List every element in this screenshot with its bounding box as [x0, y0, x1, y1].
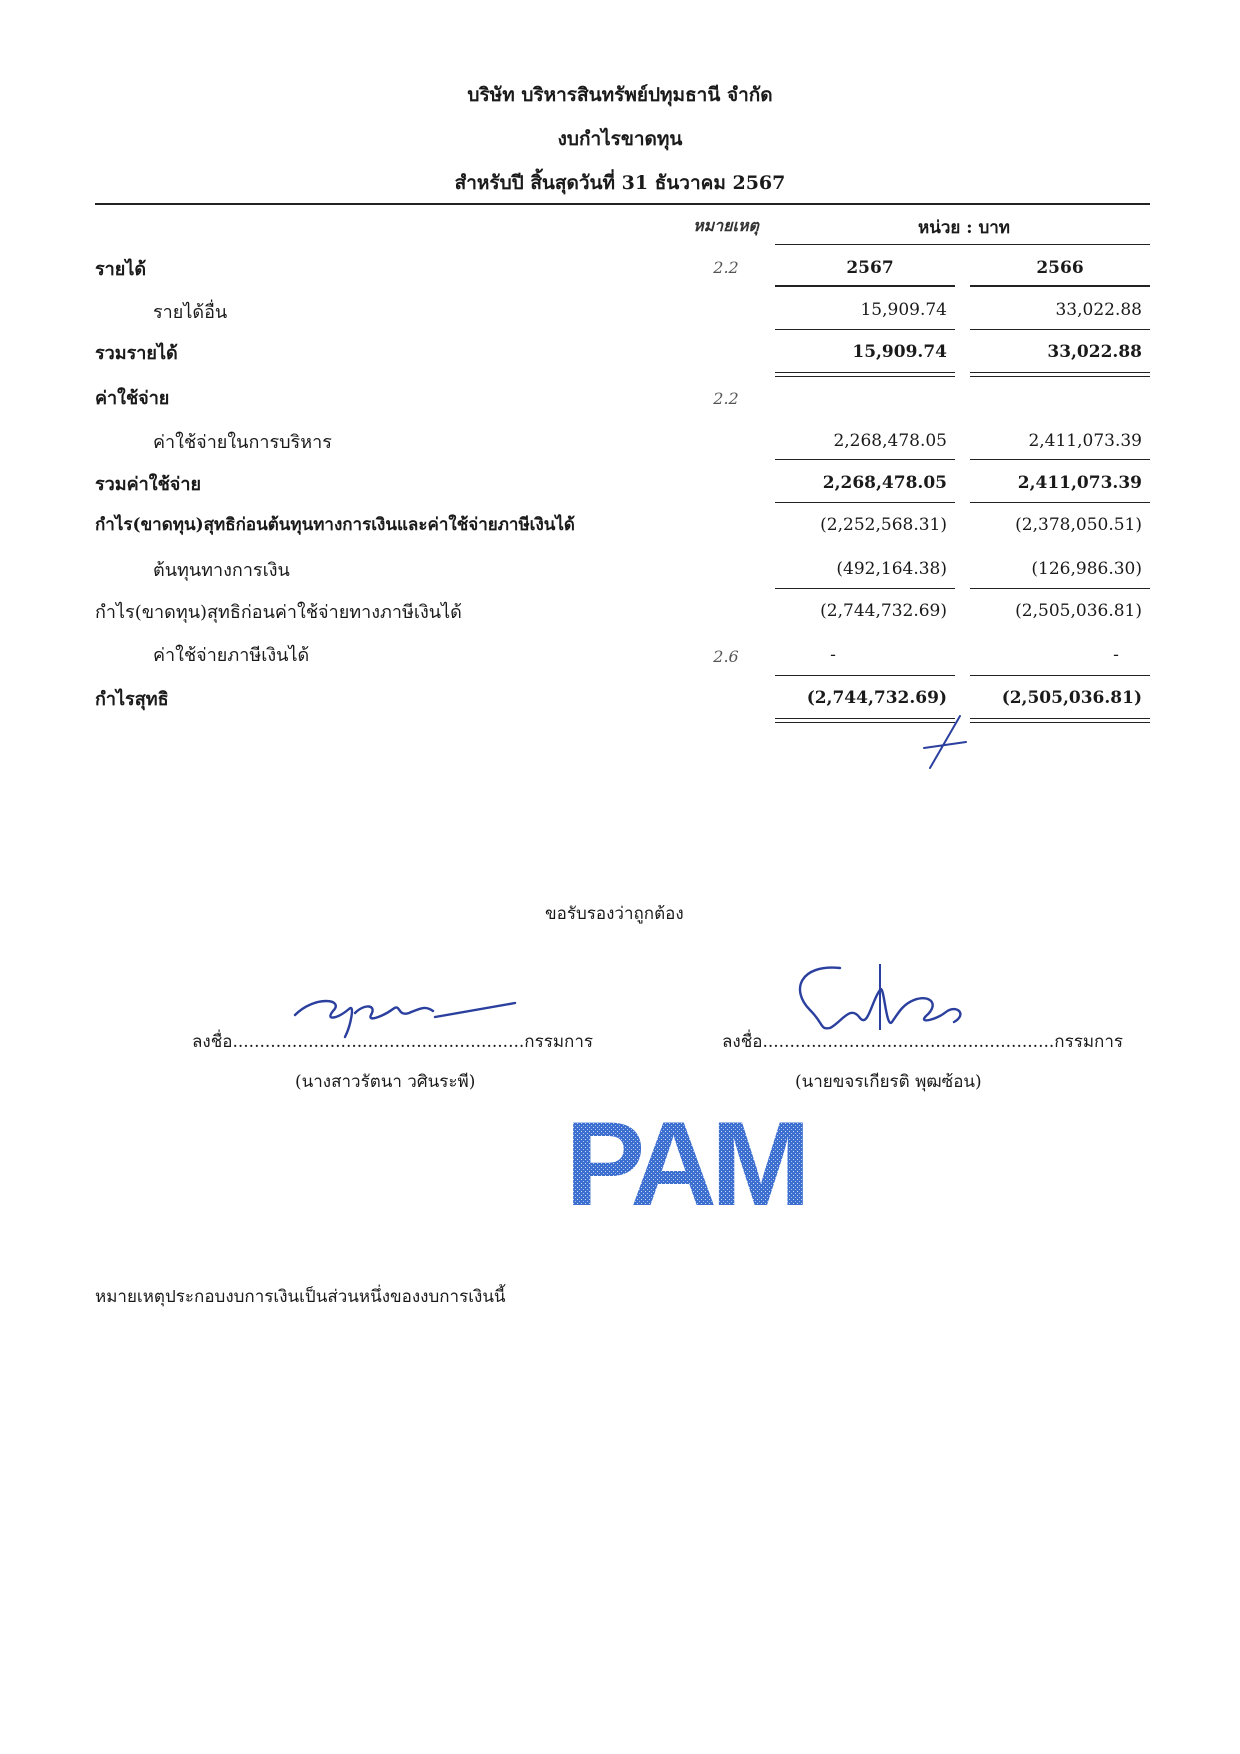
row-finance-cost-label: ต้นทุนทางการเงิน	[153, 560, 290, 581]
row-pretax-2567: (2,744,732.69)	[820, 601, 947, 621]
row-total-revenue-2566: 33,022.88	[1047, 342, 1142, 362]
rule	[775, 675, 955, 676]
row-pretax-label: กำไร(ขาดทุน)สุทธิก่อนค่าใช้จ่ายทางภาษีเงินได้	[95, 602, 462, 623]
check-mark-icon	[920, 712, 970, 772]
row-tax-2567: -	[830, 645, 836, 665]
double-rule	[775, 372, 955, 377]
year-rule-2567	[775, 285, 955, 287]
double-rule	[970, 718, 1150, 723]
right-signatory-name: (นายขจรเกียรติ พุฒซ้อน)	[795, 1072, 982, 1092]
row-other-income-label: รายได้อื่น	[153, 302, 228, 323]
rule	[970, 459, 1150, 460]
left-signature-icon	[285, 985, 525, 1045]
rule	[970, 675, 1150, 676]
row-net-profit-label: กำไรสุทธิ	[95, 689, 169, 710]
sign-role: กรรมการ	[524, 1032, 594, 1052]
unit-label: หน่วย : บาท	[918, 218, 1010, 238]
row-total-revenue-label: รวมรายได้	[95, 343, 178, 364]
note-column-header: หมายเหตุ	[693, 216, 759, 235]
right-signature-icon	[780, 960, 980, 1050]
row-finance-cost-2566: (126,986.30)	[1031, 559, 1142, 579]
row-ebit-label: กำไร(ขาดทุน)สุทธิก่อนต้นทุนทางการเงินและค่าใช้จ่ายภาษีเงินได้	[95, 515, 575, 535]
row-admin-expenses-2567: 2,268,478.05	[833, 431, 947, 451]
rule	[970, 329, 1150, 330]
row-admin-expenses-2566: 2,411,073.39	[1028, 431, 1142, 451]
row-other-income-2567: 15,909.74	[860, 300, 947, 320]
row-ebit-2567: (2,252,568.31)	[820, 515, 947, 535]
year-2566-header: 2566	[1036, 258, 1084, 278]
double-rule	[970, 372, 1150, 377]
row-total-expenses-label: รวมค่าใช้จ่าย	[95, 474, 201, 495]
row-expenses-label: ค่าใช้จ่าย	[95, 388, 170, 409]
row-revenue-note: 2.2	[713, 258, 739, 277]
row-total-expenses-2566: 2,411,073.39	[1017, 473, 1142, 493]
year-rule-2566	[970, 285, 1150, 287]
row-tax-note: 2.6	[713, 647, 739, 666]
unit-rule	[775, 244, 1150, 245]
sign-role: กรรมการ	[1054, 1032, 1124, 1052]
row-net-profit-2566: (2,505,036.81)	[1001, 688, 1142, 708]
row-total-revenue-2567: 15,909.74	[852, 342, 947, 362]
row-ebit-2566: (2,378,050.51)	[1015, 515, 1142, 535]
row-other-income-2566: 33,022.88	[1055, 300, 1142, 320]
rule	[775, 588, 955, 589]
header-rule	[95, 203, 1150, 205]
row-total-expenses-2567: 2,268,478.05	[822, 473, 947, 493]
year-2567-header: 2567	[846, 258, 894, 278]
sign-dots: ......................................................	[762, 1032, 1055, 1052]
certification-text: ขอรับรองว่าถูกต้อง	[545, 904, 684, 924]
row-tax-2566: -	[1113, 645, 1119, 665]
row-tax-label: ค่าใช้จ่ายภาษีเงินได้	[153, 645, 310, 666]
row-pretax-2566: (2,505,036.81)	[1015, 601, 1142, 621]
rule	[775, 502, 955, 503]
company-name: บริษัท บริหารสินทรัพย์ปทุมธานี จำกัด	[467, 84, 773, 106]
statement-period: สำหรับปี สิ้นสุดวันที่ 31 ธันวาคม 2567	[454, 172, 786, 194]
svg-text:PAM: PAM	[565, 1105, 805, 1220]
rule	[970, 588, 1150, 589]
sign-prefix: ลงชื่อ	[192, 1032, 233, 1052]
statement-title: งบกำไรขาดทุน	[557, 128, 683, 150]
row-net-profit-2567: (2,744,732.69)	[806, 688, 947, 708]
rule	[970, 502, 1150, 503]
rule	[775, 459, 955, 460]
row-expenses-note: 2.2	[713, 389, 739, 408]
footnote-text: หมายเหตุประกอบงบการเงินเป็นส่วนหนึ่งของงบการเงินนี้	[95, 1287, 506, 1307]
rule	[775, 329, 955, 330]
sign-prefix: ลงชื่อ	[722, 1032, 763, 1052]
sign-dots: ......................................................	[232, 1032, 525, 1052]
row-finance-cost-2567: (492,164.38)	[836, 559, 947, 579]
left-signatory-name: (นางสาวรัตนา วศินระพี)	[295, 1072, 476, 1092]
row-revenue-label: รายได้	[95, 259, 147, 280]
row-admin-expenses-label: ค่าใช้จ่ายในการบริหาร	[153, 432, 332, 453]
pam-stamp-logo	[515, 1105, 855, 1220]
